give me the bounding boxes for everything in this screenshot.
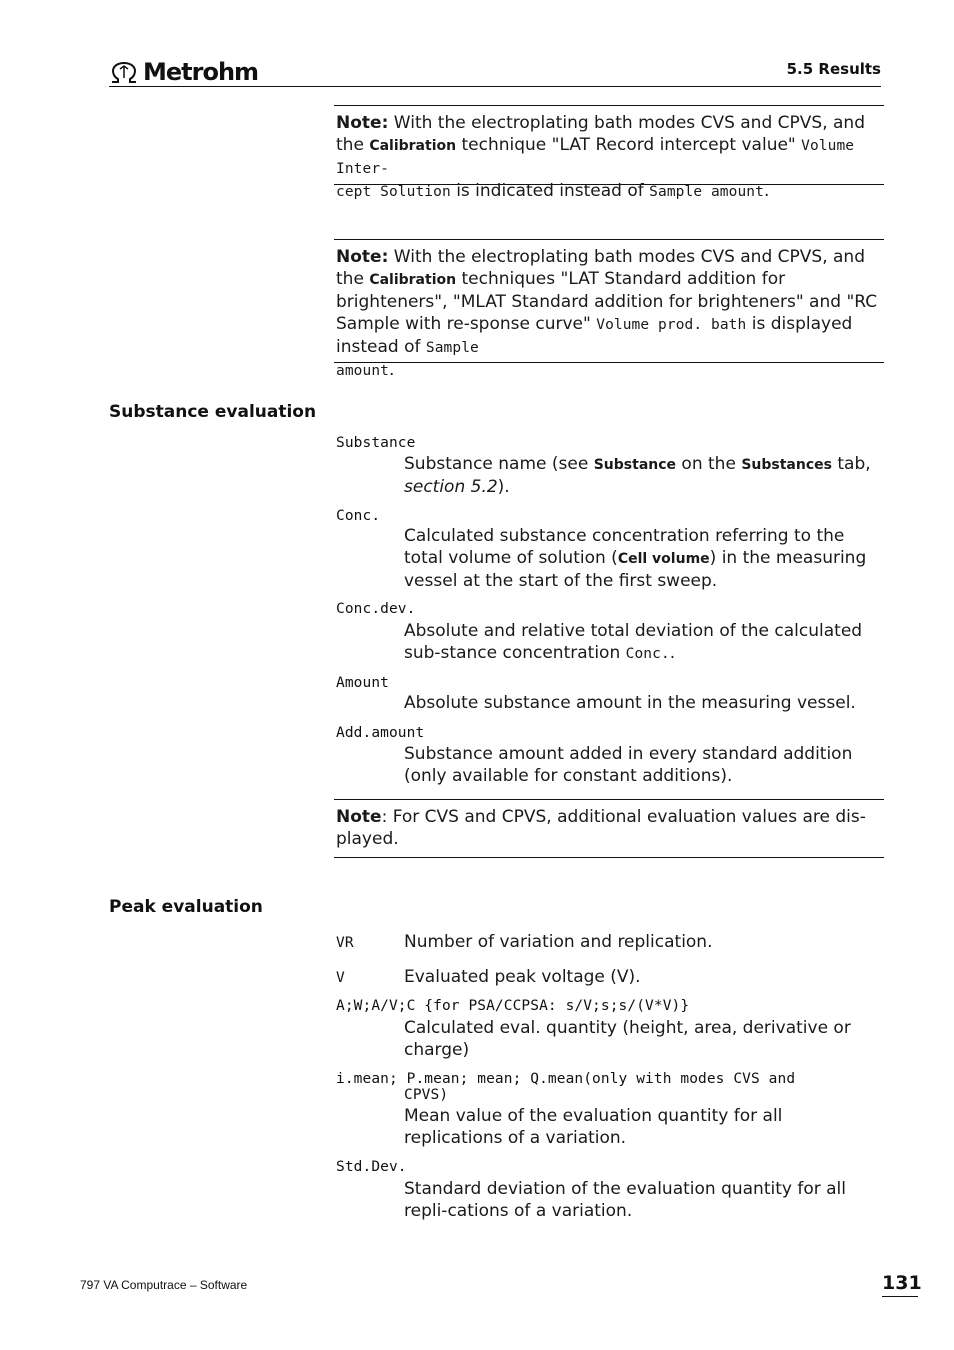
term-eval-quantity: A;W;A/V;C {for PSA/CCPSA: s/V;s;s/(V*V)} (336, 998, 690, 1014)
desc-vr: Number of variation and replication. (404, 932, 713, 952)
term-conc-dev: Conc.dev. (336, 601, 416, 617)
note-label: Note: (336, 247, 389, 267)
header-rule (109, 86, 881, 87)
footer-document-title: 797 VA Computrace – Software (80, 1278, 248, 1292)
term-substance: Substance (336, 435, 416, 451)
desc-amount: Absolute substance amount in the measuring vessel. (404, 693, 856, 713)
desc-text: ) in the measuring vessel at the start of the first sweep. (404, 548, 867, 591)
section-link: section 5.2 (404, 477, 498, 497)
note-label: Note: (336, 113, 389, 133)
term-conc: Conc. (336, 508, 381, 524)
note-box-1 (334, 105, 884, 201)
note-text: technique "LAT Record intercept value" (456, 135, 802, 155)
code-term: Volume prod. bath (596, 317, 747, 333)
code-term: amount (336, 363, 389, 379)
desc-text: . (669, 643, 676, 663)
code-term: Conc. (625, 646, 670, 662)
note-box-3 (334, 799, 884, 858)
desc-add-amount: Substance amount added in every standard addition (only available for constant additions). (404, 744, 853, 786)
field-name: Cell volume (617, 551, 710, 567)
code-term: Sample (425, 340, 479, 356)
desc-conc-dev (404, 620, 884, 665)
term-vr: VR (336, 935, 354, 951)
term-mean: i.mean; P.mean; mean; Q.mean(only with modes CVS and (336, 1071, 796, 1087)
note-text: is displayed instead of (336, 314, 853, 357)
page-number: 131 (882, 1272, 918, 1297)
code-term: Volume Inter- (336, 138, 855, 177)
note-text: is indicated instead of (450, 181, 650, 201)
calibration-term: Calibration (369, 272, 457, 288)
desc-conc (404, 525, 884, 592)
desc-eval-quantity: Calculated eval. quantity (height, area, derivative or charge) (404, 1018, 851, 1060)
brand-name: Metrohm (143, 58, 259, 86)
note-text: . (763, 181, 770, 201)
desc-substance (404, 453, 884, 498)
section-heading-peak-evaluation: Peak evaluation (109, 897, 263, 917)
note-text: techniques "LAT Standard addition for brighteners", "MLAT Standard addition for brighteners" and "RC Sample with re-sponse curve" (336, 269, 878, 334)
desc-v: Evaluated peak voltage (V). (404, 967, 641, 987)
desc-text: Calculated substance concentration referring to the total volume of solution ( (404, 526, 845, 568)
term-mean-cont: CPVS) (404, 1087, 449, 1103)
note-text: With the electroplating bath modes CVS and CPVS, and the (336, 247, 865, 289)
desc-text: ). (497, 477, 510, 497)
desc-text: Substance name (see (404, 454, 594, 474)
desc-text: tab, (831, 454, 871, 474)
desc-text: Absolute and relative total deviation of the calculated sub-stance concentration (404, 621, 863, 663)
tab-name: Substances (741, 457, 832, 473)
desc-text: on the (676, 454, 742, 474)
note-label: Note (336, 807, 382, 827)
field-name: Substance (593, 457, 677, 473)
desc-mean: Mean value of the evaluation quantity for all replications of a variation. (404, 1106, 783, 1148)
note-text: With the electroplating bath modes CVS and CPVS, and the (336, 113, 865, 155)
term-v: V (336, 970, 345, 986)
desc-std-dev: Standard deviation of the evaluation quantity for all repli-cations of a variation. (404, 1179, 846, 1221)
section-reference: 5.5 Results (786, 60, 881, 78)
term-amount: Amount (336, 675, 389, 691)
term-std-dev: Std.Dev. (336, 1159, 407, 1175)
section-heading-substance-evaluation: Substance evaluation (109, 402, 317, 422)
omega-logo-icon (109, 60, 139, 84)
calibration-term: Calibration (369, 138, 457, 154)
code-term: cept Solution (336, 184, 451, 200)
note-text: . (388, 360, 395, 380)
note-text: : For CVS and CPVS, additional evaluation values are dis-played. (336, 807, 866, 849)
brand-logo (109, 58, 258, 86)
note-box-2 (334, 239, 884, 380)
code-term: Sample amount (649, 184, 764, 200)
term-add-amount: Add.amount (336, 725, 425, 741)
